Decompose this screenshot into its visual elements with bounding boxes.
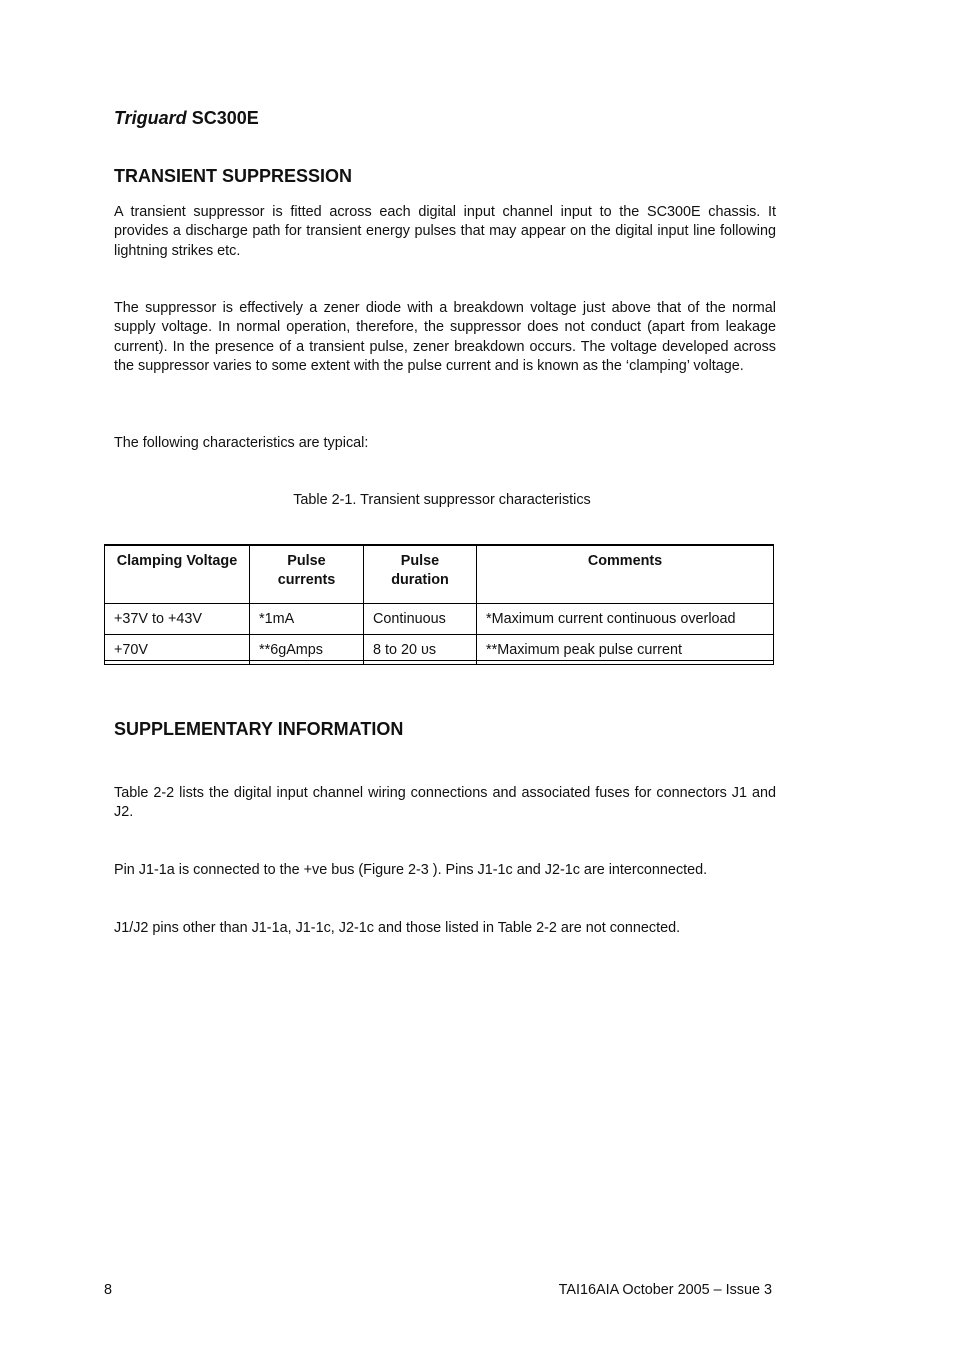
paragraph-supplementary-1: Table 2-2 lists the digital input channel wiring connections and associated fuses for connectors J1 and J2.	[114, 785, 776, 821]
table-cell: *1mA	[250, 604, 364, 635]
table-row	[105, 604, 774, 635]
suppressor-characteristics-table	[104, 544, 774, 665]
header-pulse-duration: Pulse duration	[364, 545, 477, 604]
table-cell: Continuous	[364, 604, 477, 635]
header-comments: Comments	[477, 545, 774, 604]
title-model: SC300E	[186, 108, 259, 128]
paragraph-transient-3: The following characteristics are typical:	[114, 435, 369, 451]
table-cell: 8 to 20 υs	[364, 635, 477, 665]
paragraph-supplementary-2: Pin J1-1a is connected to the +ve bus (Figure 2-3 ). Pins J1-1c and J2-1c are interconnected.	[114, 862, 708, 878]
header-clamping-voltage: Clamping Voltage	[105, 545, 250, 604]
section-heading-supplementary: SUPPLEMENTARY INFORMATION	[114, 719, 404, 739]
page-number: 8	[104, 1282, 113, 1298]
paragraph-transient-2: The suppressor is effectively a zener diode with a breakdown voltage just above that of the normal supply voltage. In normal operation, therefore, the suppressor does not conduct (apart from leakage current). In the presence of a transient pulse, zener breakdown occurs. The voltage developed across the suppressor varies to some extent with the pulse current and is known as the ‘clamping’ voltage.	[114, 300, 776, 374]
paragraph-supplementary-3: J1/J2 pins other than J1-1a, J1-1c, J2-1c and those listed in Table 2-2 are not connected.	[114, 920, 681, 936]
header-pulse-currents: Pulse currents	[250, 545, 364, 604]
table-cell: **6gAmps	[250, 635, 364, 665]
table-bottom-rule	[104, 660, 773, 661]
document-reference: TAI16AIA October 2005 – Issue 3	[558, 1282, 772, 1298]
title-product-family: Triguard	[114, 108, 187, 128]
table-header-row	[105, 545, 774, 604]
table-cell: **Maximum peak pulse current	[477, 635, 774, 665]
table-cell: +70V	[105, 635, 250, 665]
table-cell: *Maximum current continuous overload	[477, 604, 774, 635]
table-cell: +37V to +43V	[105, 604, 250, 635]
table-caption: Table 2-1. Transient suppressor characteristics	[293, 492, 591, 508]
paragraph-transient-1: A transient suppressor is fitted across each digital input channel input to the SC300E chassis. It provides a discharge path for transient energy pulses that may appear on the digital input line following lightning strikes etc.	[114, 204, 776, 259]
document-title	[114, 108, 259, 129]
section-heading-transient: TRANSIENT SUPPRESSION	[114, 166, 353, 186]
